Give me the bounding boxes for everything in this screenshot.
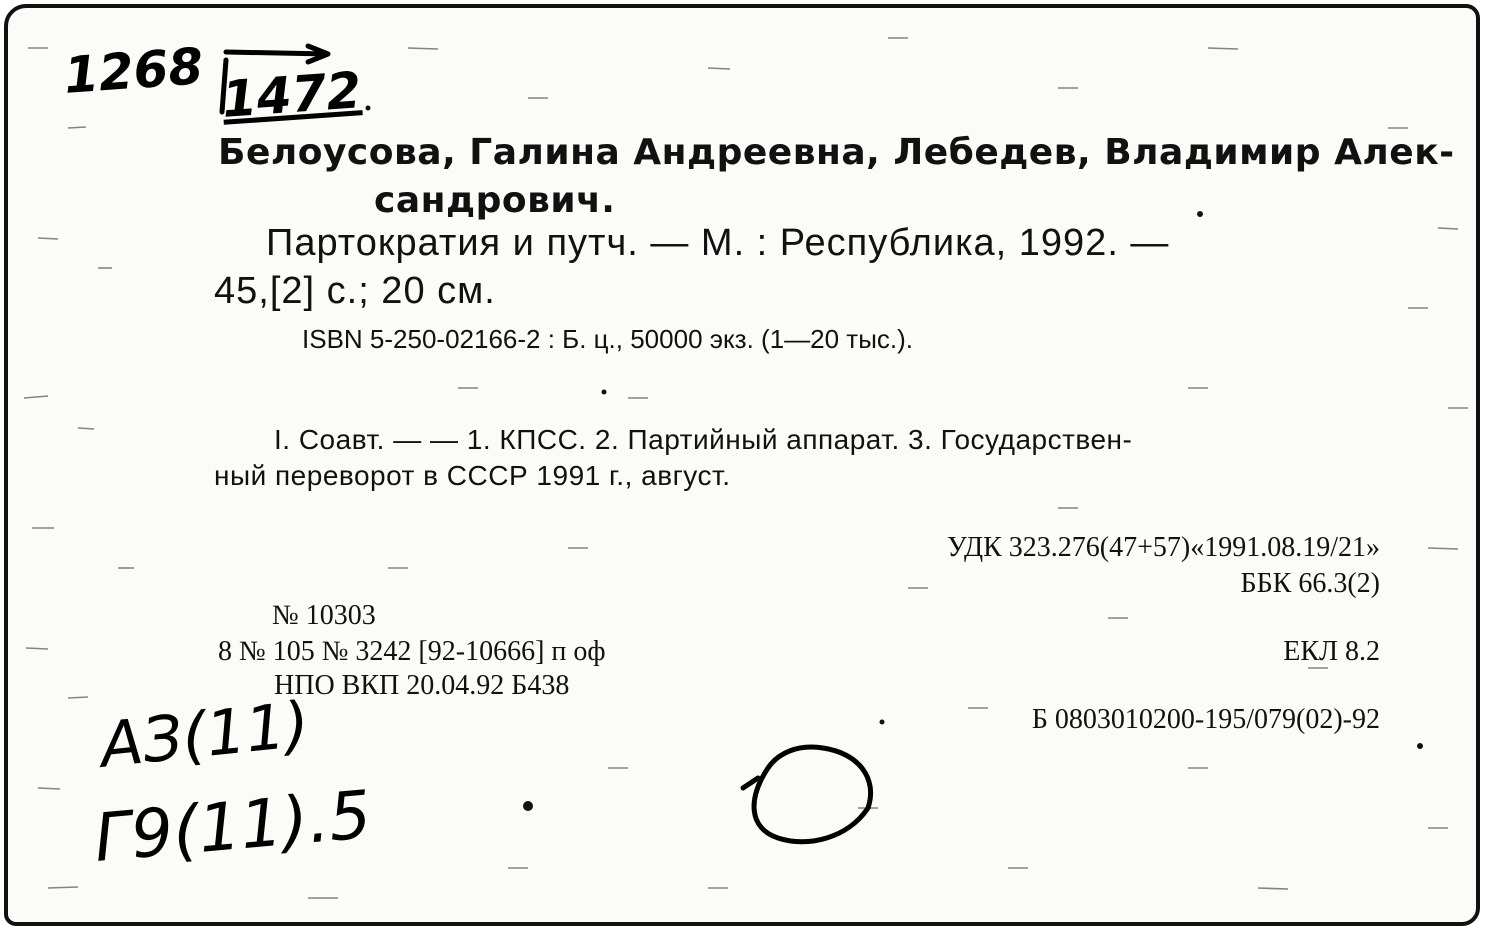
ekl-code: ЕКЛ 8.2 — [1283, 636, 1380, 667]
subjects-line-1: I. Соавт. — — 1. КПСС. 2. Партийный аппарат. 3. Государствен- — [274, 424, 1133, 455]
publisher-line: НПО ВКП 20.04.92 Б438 — [274, 670, 570, 701]
catalog-card — [4, 4, 1480, 926]
title-line-1: Партократия и путч. — М. : Республика, 1992. — — [266, 222, 1170, 264]
handwritten-shelf-mark-2: Г9(11).5 — [91, 776, 375, 877]
isbn-line: ISBN 5-250-02166-2 : Б. ц., 50000 экз. (1—20 тыс.). — [302, 324, 914, 354]
bbk-code: ББК 66.3(2) — [1240, 568, 1380, 599]
author-line-2: сандрович. — [374, 180, 616, 221]
subjects-line-2: ный переворот в СССР 1991 г., август. — [214, 460, 731, 491]
handwritten-shelf-mark-1: АЗ(11) — [96, 687, 313, 782]
title-line-2: 45,[2] с.; 20 см. — [214, 270, 496, 312]
udc-code: УДК 323.276(47+57)«1991.08.19/21» — [947, 532, 1380, 563]
author-line-1: Белоусова, Галина Андреевна, Лебедев, Владимир Алек- — [218, 132, 1455, 173]
handwritten-accession-number: 1472 — [220, 61, 364, 129]
record-number: № 10303 — [272, 600, 376, 631]
order-line: 8 № 105 № 3242 [92-10666] п оф — [218, 636, 606, 667]
publication-code: Б 0803010200-195/079(02)-92 — [1031, 704, 1380, 735]
handwritten-catalog-number: 1268 — [62, 37, 206, 105]
